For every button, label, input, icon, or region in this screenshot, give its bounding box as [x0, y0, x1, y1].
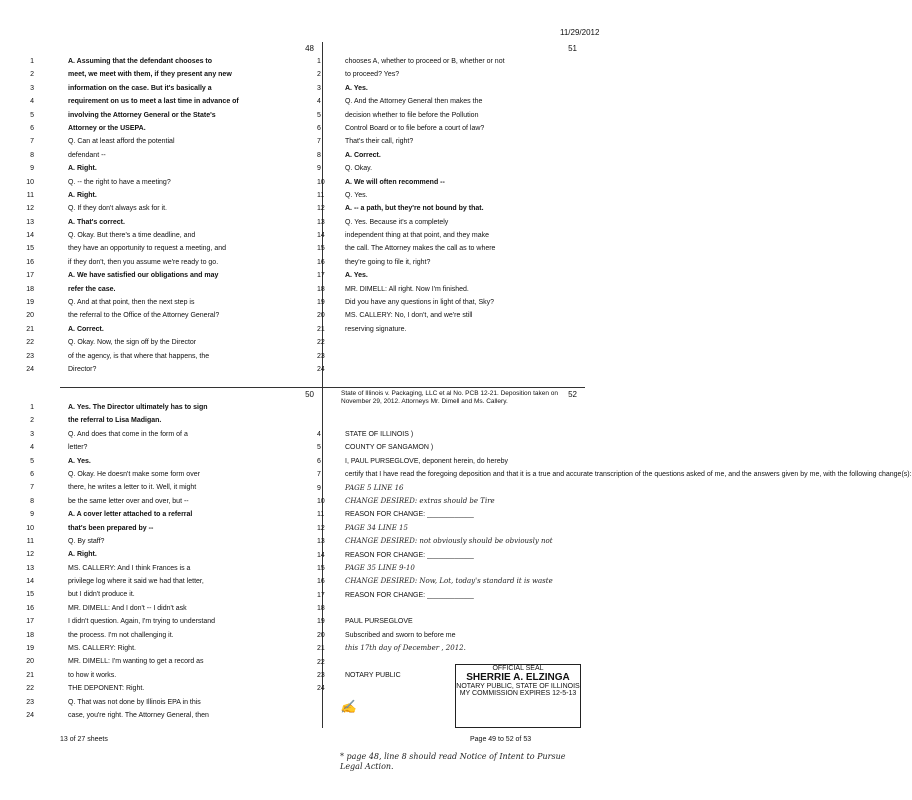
transcript-line: [30, 109, 322, 122]
line-text: they have an opportunity to request a meeting, and: [68, 245, 226, 253]
line-text: information on the case. But it's basically a: [68, 84, 212, 92]
transcript-grid: [26, 42, 912, 728]
sheet-count: 13 of 27 sheets: [60, 736, 108, 743]
line-text: Q. By staff?: [68, 537, 105, 545]
transcript-line: [317, 68, 585, 81]
line-text: involving the Attorney General or the State's: [68, 111, 216, 119]
line-number: 9: [317, 165, 321, 173]
transcript-line: [26, 535, 322, 548]
line-number: 13: [26, 218, 34, 226]
transcript-line: [317, 216, 585, 229]
line-number: 19: [26, 299, 34, 307]
line-text: Q. -- the right to have a meeting?: [68, 178, 171, 186]
line-number: 18: [317, 285, 325, 293]
line-number: 14: [26, 232, 34, 240]
line-number: 17: [26, 618, 34, 626]
line-number: 14: [317, 551, 325, 559]
line-text: independent thing at that point, and they make: [345, 232, 489, 240]
line-number: 12: [317, 205, 325, 213]
transcript-line: [317, 162, 585, 175]
line-number: 7: [317, 471, 321, 479]
transcript-line: [26, 588, 322, 601]
line-text: Control Board or to file before a court of law?: [345, 124, 485, 132]
transcript-line: [26, 629, 322, 642]
line-text: requirement on us to meet a last time in advance of: [68, 98, 239, 106]
page-range: Page 49 to 52 of 53: [470, 736, 532, 743]
line-text: Director?: [68, 365, 97, 373]
errata-heading: State of Illinois v. Packaging, LLC et al No. PCB 12-21. Deposition taken on November 29, 2012. Attorneys Mr. Dimell and Ms. Callery.: [341, 390, 559, 405]
transcript-line: [317, 615, 585, 628]
line-text: A. Right.: [68, 165, 97, 173]
line-number: 4: [30, 444, 34, 452]
transcript-line: [30, 135, 322, 148]
line-number: 5: [30, 457, 34, 465]
transcript-line: [317, 522, 585, 535]
line-number: 6: [317, 457, 321, 465]
line-number: 19: [317, 299, 325, 307]
transcript-line: [30, 82, 322, 95]
transcript-line: [26, 548, 322, 561]
line-text: CHANGE DESIRED: not obviously should be obviously not: [345, 537, 553, 546]
transcript-line: [26, 189, 322, 202]
line-text: MS. CALLERY: No, I don't, and we're still: [345, 312, 473, 320]
line-text: Attorney or the USEPA.: [68, 124, 146, 132]
line-number: 16: [317, 578, 325, 586]
line-number: 11: [26, 191, 34, 199]
line-number: 17: [317, 591, 325, 599]
transcript-line: [317, 482, 585, 495]
line-number: 15: [317, 245, 325, 253]
line-text: Q. Okay. He doesn't make some form over: [68, 470, 200, 478]
line-text: Q. If they don't always ask for it.: [68, 205, 167, 213]
line-number: 6: [317, 124, 321, 132]
transcript-line: [317, 109, 585, 122]
page-number: 50: [305, 390, 314, 399]
transcript-line: [26, 709, 322, 722]
line-number: 7: [30, 138, 34, 146]
line-number: 4: [317, 431, 321, 438]
transcript-line: [26, 350, 322, 363]
line-number: 10: [26, 524, 34, 532]
transcript-line: [30, 55, 322, 68]
line-number: 13: [317, 218, 325, 226]
transcript-line: [26, 696, 322, 709]
transcript-line: [26, 323, 322, 336]
line-text: Q. Okay. Now, the sign off by the Director: [68, 339, 197, 347]
transcript-line: [30, 68, 322, 81]
line-text: A. Assuming that the defendant chooses to: [68, 58, 213, 65]
line-text: That's their call, right?: [345, 138, 414, 146]
seal-state: NOTARY PUBLIC, STATE OF ILLINOIS: [456, 683, 580, 690]
line-number: 8: [317, 151, 321, 159]
line-text: Q. And at that point, then the next step is: [68, 299, 195, 307]
line-text: A. We will often recommend --: [345, 178, 445, 186]
line-text: but I didn't produce it.: [68, 591, 135, 599]
line-text: A. We have satisfied our obligations and may: [68, 272, 219, 280]
transcript-line: [317, 202, 585, 215]
line-number: 23: [317, 672, 325, 680]
line-text: Subscribed and sworn to before me: [345, 631, 456, 639]
line-number: 16: [26, 604, 34, 612]
line-number: 23: [317, 352, 325, 360]
line-number: 2: [30, 417, 34, 425]
line-text: chooses A, whether to proceed or B, whether or not: [345, 58, 505, 65]
line-number: 18: [317, 605, 325, 613]
line-number: 15: [26, 245, 34, 253]
line-text: this 17th day of December , 2012.: [345, 644, 466, 653]
line-number: 4: [30, 98, 34, 106]
line-number: 21: [317, 645, 325, 653]
transcript-line: [26, 176, 322, 189]
line-number: 3: [30, 84, 34, 92]
line-number: 14: [26, 578, 34, 586]
line-text: if they don't, then you assume we're ready to go.: [68, 258, 219, 266]
line-number: 24: [26, 365, 34, 373]
transcript-line: [30, 401, 322, 414]
seal-notary-name: SHERRIE A. ELZINGA: [466, 672, 570, 683]
line-text: REASON FOR CHANGE: ____________: [345, 591, 474, 599]
seal-expiry: MY COMMISSION EXPIRES 12-5-13: [459, 690, 577, 697]
line-text: MR. DIMELL: And I don't -- I didn't ask: [68, 604, 187, 612]
line-number: 16: [26, 258, 34, 266]
page-number: 48: [305, 44, 314, 53]
line-number: 22: [317, 339, 325, 347]
line-number: 8: [30, 497, 34, 505]
transcript-line: [317, 269, 585, 282]
transcript-line: [26, 575, 322, 588]
transcript-line: [317, 455, 585, 468]
deponent-signature: ✍: [340, 700, 357, 715]
transcript-line: [317, 336, 585, 349]
line-text: CHANGE DESIRED: extras should be Tire: [345, 496, 495, 505]
line-text: COUNTY OF SANGAMON ): [345, 444, 434, 452]
line-text: A. Yes.: [68, 457, 91, 465]
line-text: the call. The Attorney makes the call as to where: [345, 245, 496, 253]
line-number: 5: [30, 111, 34, 119]
transcript-line: [30, 455, 322, 468]
line-number: 24: [26, 711, 34, 719]
transcript-line: [317, 82, 585, 95]
line-number: 24: [317, 685, 325, 693]
line-number: 5: [317, 111, 321, 119]
line-number: 19: [317, 618, 325, 626]
transcript-line: [26, 642, 322, 655]
line-text: meet, we meet with them, if they present any new: [68, 71, 232, 79]
transcript-line: [26, 522, 322, 535]
line-text: A. -- a path, but they're not bound by that.: [345, 205, 484, 213]
line-number: 20: [26, 312, 34, 320]
transcript-line: [317, 562, 585, 575]
transcript-line: [26, 283, 322, 296]
transcript-line: [26, 296, 322, 309]
line-text: A. Right.: [68, 551, 97, 559]
line-number: 6: [30, 124, 34, 132]
line-number: 13: [317, 538, 325, 546]
line-number: 7: [317, 138, 321, 146]
transcript-line: [26, 615, 322, 628]
transcript-line: [26, 309, 322, 322]
line-text: Q. And does that come in the form of a: [68, 430, 188, 438]
line-number: 22: [317, 658, 325, 666]
transcript-line: [30, 414, 322, 427]
transcript-line: [317, 549, 585, 562]
line-text: PAUL PURSEGLOVE: [345, 618, 413, 626]
line-number: 15: [26, 591, 34, 599]
transcript-line: [26, 216, 322, 229]
transcript-line: [317, 122, 585, 135]
transcript-line: [26, 655, 322, 668]
transcript-line: [317, 468, 912, 481]
line-number: 20: [317, 631, 325, 639]
transcript-line: [317, 283, 585, 296]
transcript-line: [26, 242, 322, 255]
transcript-line: [317, 323, 585, 336]
line-text: PAGE 34 LINE 15: [345, 523, 408, 532]
line-number: 22: [26, 339, 34, 347]
line-text: A. That's correct.: [68, 218, 125, 226]
line-text: REASON FOR CHANGE: ____________: [345, 551, 474, 559]
line-number: 21: [26, 325, 34, 333]
notary-seal-stamp: [455, 664, 581, 728]
line-number: 20: [317, 312, 325, 320]
transcript-line: [26, 562, 322, 575]
line-number: 11: [317, 191, 325, 199]
line-text: MS. CALLERY: And I think Frances is a: [68, 564, 191, 572]
transcript-line: [317, 176, 585, 189]
line-number: 1: [30, 58, 34, 65]
line-number: 1: [30, 404, 34, 411]
line-number: 12: [317, 524, 325, 532]
line-text: there, he writes a letter to it. Well, it might: [68, 484, 197, 492]
line-text: case, you're right. The Attorney General, then: [68, 711, 209, 719]
line-text: A. Correct.: [345, 151, 381, 159]
line-number: 9: [30, 165, 34, 173]
line-number: 16: [317, 258, 325, 266]
line-text: to proceed? Yes?: [345, 71, 400, 79]
transcript-line: [317, 95, 585, 108]
header-date: 11/29/2012: [560, 28, 600, 37]
seal-title: OFFICIAL SEAL: [492, 665, 544, 672]
transcript-line: [317, 575, 585, 588]
transcript-line: [317, 508, 585, 521]
transcript-line: [317, 256, 585, 269]
line-text: MR. DIMELL: All right. Now I'm finished.: [345, 285, 469, 293]
line-text: Q. Okay.: [345, 165, 373, 173]
transcript-line: [317, 296, 585, 309]
line-number: 23: [26, 698, 34, 706]
transcript-line: [317, 642, 585, 655]
line-text: MR. DIMELL: I'm wanting to get a record as: [68, 658, 204, 666]
line-number: 10: [317, 497, 325, 505]
transcript-line: [26, 669, 322, 682]
line-text: Q. That was not done by Illinois EPA in this: [68, 698, 201, 706]
line-text: MS. CALLERY: Right.: [68, 645, 136, 653]
line-text: decision whether to file before the Pollution: [345, 111, 479, 119]
page-50-quadrant: [26, 388, 322, 733]
line-text: Q. Can at least afford the potential: [68, 138, 175, 146]
line-number: 10: [317, 178, 325, 186]
line-number: 6: [30, 470, 34, 478]
line-text: I, PAUL PURSEGLOVE, deponent herein, do hereby: [345, 457, 509, 465]
line-number: 11: [317, 511, 325, 519]
line-text: A. Yes. The Director ultimately has to sign: [68, 404, 208, 411]
transcript-line: [317, 535, 585, 548]
transcript-line: [26, 602, 322, 615]
line-text: PAGE 5 LINE 16: [345, 483, 404, 492]
line-number: 1: [317, 58, 321, 65]
line-number: 13: [26, 564, 34, 572]
line-number: 2: [317, 71, 321, 79]
page-48-quadrant: [26, 42, 322, 387]
line-text: privilege log where it said we had that letter,: [68, 578, 204, 586]
transcript-line: [26, 682, 322, 695]
line-text: A. Yes.: [345, 84, 368, 92]
line-text: STATE OF ILLINOIS ): [345, 431, 414, 438]
page-number: 51: [568, 44, 577, 53]
line-number: 24: [317, 365, 325, 373]
line-text: Did you have any questions in light of that, Sky?: [345, 299, 495, 307]
line-text: I didn't question. Again, I'm trying to understand: [68, 618, 216, 626]
line-number: 20: [26, 658, 34, 666]
line-number: 22: [26, 685, 34, 693]
transcript-line: [30, 162, 322, 175]
line-text: they're going to file it, right?: [345, 258, 431, 266]
line-number: 15: [317, 564, 325, 572]
transcript-line: [317, 350, 585, 363]
transcript-line: [26, 229, 322, 242]
line-text: Q. Yes. Because it's a completely: [345, 218, 449, 226]
page-number: 52: [568, 390, 577, 399]
line-text: certify that I have read the foregoing deposition and that it is a true and accurate transcription of the questions asked of me, and the answers given by me, with the following change(s):: [345, 471, 912, 479]
line-text: reserving signature.: [345, 325, 407, 333]
line-text: Q. Yes.: [345, 191, 368, 199]
transcript-line: [317, 135, 585, 148]
line-text: Q. And the Attorney General then makes the: [345, 98, 483, 106]
transcript-line: [317, 55, 585, 68]
transcript-line: [317, 428, 585, 441]
line-number: 18: [26, 631, 34, 639]
line-number: 8: [30, 151, 34, 159]
line-number: 3: [30, 430, 34, 438]
transcript-line: [317, 149, 585, 162]
transcript-line: [30, 441, 322, 454]
transcript-line: [317, 242, 585, 255]
transcript-line: [30, 481, 322, 494]
line-number: 9: [317, 484, 321, 492]
line-text: the referral to Lisa Madigan.: [68, 417, 162, 425]
line-number: 12: [26, 551, 34, 559]
line-text: refer the case.: [68, 285, 116, 293]
line-text: THE DEPONENT: Right.: [68, 685, 145, 693]
transcript-line: [30, 468, 322, 481]
transcript-line: [30, 95, 322, 108]
transcript-line: [317, 629, 585, 642]
line-number: 3: [317, 84, 321, 92]
line-number: 18: [26, 285, 34, 293]
line-number: 21: [317, 325, 325, 333]
transcript-line: [26, 256, 322, 269]
transcript-line: [30, 508, 322, 521]
line-number: 10: [26, 178, 34, 186]
line-number: 21: [26, 671, 34, 679]
transcript-line: [317, 602, 585, 615]
line-text: the referral to the Office of the Attorney General?: [68, 312, 220, 320]
line-number: 14: [317, 232, 325, 240]
line-text: Q. Okay. But there's a time deadline, and: [68, 232, 196, 240]
transcript-line: [30, 149, 322, 162]
transcript-line: [317, 229, 585, 242]
line-text: REASON FOR CHANGE: ____________: [345, 511, 474, 519]
line-number: 17: [26, 272, 34, 280]
transcript-line: [30, 495, 322, 508]
transcript-line: [26, 202, 322, 215]
line-text: to how it works.: [68, 671, 117, 679]
line-number: 19: [26, 645, 34, 653]
transcript-line: [317, 363, 585, 376]
line-number: 23: [26, 352, 34, 360]
line-number: 12: [26, 205, 34, 213]
transcript-line: [317, 495, 585, 508]
line-number: 4: [317, 98, 321, 106]
transcript-line: [317, 441, 585, 454]
line-text: letter?: [68, 444, 88, 452]
line-text: the process. I'm not challenging it.: [68, 631, 174, 639]
line-text: A. A cover letter attached to a referral: [68, 511, 193, 519]
transcript-line: [317, 189, 585, 202]
transcript-line: [317, 589, 585, 602]
transcript-line: [317, 309, 585, 322]
line-text: NOTARY PUBLIC: [345, 672, 401, 680]
line-text: that's been prepared by --: [68, 524, 154, 532]
transcript-line: [30, 428, 322, 441]
line-number: 9: [30, 511, 34, 519]
line-number: 5: [317, 444, 321, 452]
line-text: CHANGE DESIRED: Now, Lot, today's standard it is waste: [345, 577, 553, 586]
line-text: A. Right.: [68, 191, 97, 199]
line-number: 7: [30, 484, 34, 492]
line-text: A. Yes.: [345, 272, 368, 280]
line-text: of the agency, is that where that happens, the: [68, 352, 210, 360]
transcript-line: [26, 269, 322, 282]
line-number: 17: [317, 272, 325, 280]
line-number: 11: [26, 537, 34, 545]
line-text: PAGE 35 LINE 9-10: [345, 563, 415, 572]
handwritten-note: * page 48, line 8 should read Notice of Intent to Pursue Legal Action.: [340, 752, 566, 771]
transcript-line: [26, 336, 322, 349]
line-text: be the same letter over and over, but --: [68, 497, 189, 505]
transcript-line: [30, 122, 322, 135]
line-number: 2: [30, 71, 34, 79]
line-text: A. Correct.: [68, 325, 104, 333]
page-51-quadrant: [317, 42, 585, 387]
line-text: defendant --: [68, 151, 106, 159]
transcript-line: [26, 363, 322, 376]
